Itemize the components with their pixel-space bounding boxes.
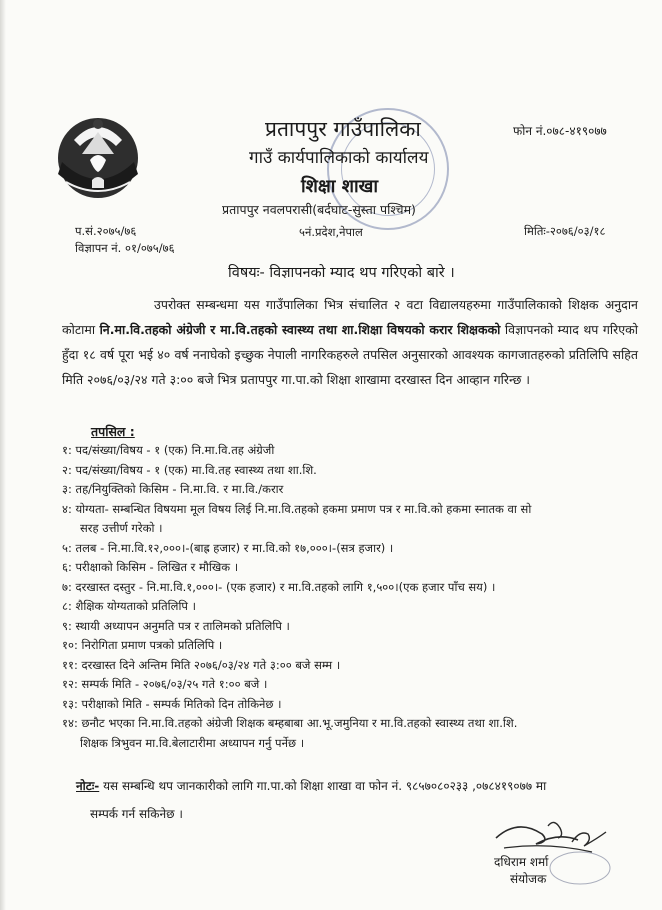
office-address: प्रतापपुर नवलपरासी(बर्दघाट-सुस्ता पश्चिम): [222, 202, 416, 217]
body-text-2: विज्ञापनको म्याद थप गरिएको हुँदा १८ वर्ष पूरा भई ४० वर्ष ननाघेको इच्छुक नेपाली नागरिकहरुले तपसिल अनुसारको आवश्यक कागजातहरुको प्रतिलिपि सहित मिति २०७६/०३/२४ गते ३:०० बजे भित्र प्रतापपुर गा.पा.को शिक्षा शाखामा दरखास्त दिन आव्हान गरिन्छ ।: [62, 322, 638, 387]
notice-date: मितिः-२०७६/०३/१८: [524, 224, 606, 238]
signatory-title: संयोजक: [510, 872, 547, 886]
section-title: शिक्षा शाखा: [301, 176, 379, 197]
list-item: ९: स्थायी अध्यापन अनुमति पत्र र तालिमको प्रतिलिपि ।: [62, 618, 290, 633]
subject-line: विषयः- विज्ञापनको म्याद थप गरिएको बारे ।: [228, 265, 455, 281]
list-item: १२: सम्पर्क मिति - २०७६/०३/२५ गते १:०० बजे ।: [62, 677, 268, 691]
body-text-bold: नि.मा.वि.तहको अंग्रेजी र मा.वि.तहको स्वास्थ्य तथा शा.शिक्षा विषयको करार शिक्षकको: [99, 322, 501, 337]
body-paragraph: [62, 292, 638, 392]
body-text-1: उपरोक्त सम्बन्धमा यस गाउँपालिका भित्र संचालित २ वटा विद्यालयहरुमा गाउँपालिकाको शिक्षक अनुदान कोटामा: [62, 297, 638, 337]
list-item: १०: निरोगिता प्रमाण पत्रको प्रतिलिपि ।: [62, 638, 223, 652]
tapsil-heading: तपसिल :: [91, 424, 135, 439]
list-item: ७: दरखास्त दस्तुर - नि.मा.वि.१,०००।- (एक हजार) र मा.वि.तहको लागि १,५००।(एक हजार पाँच सय) ।: [62, 579, 496, 594]
list-item: ११: दरखास्त दिने अन्तिम मिति २०७६/०३/२४ गते ३:०० बजे सम्म ।: [62, 657, 341, 672]
province-text: ५नं.प्रदेश,नेपाल: [299, 225, 363, 239]
executive-office-title: गाउँ कार्यपालिकाको कार्यालय: [249, 148, 429, 168]
list-item: ४: योग्यता- सम्बन्धित विषयमा मूल विषय लिई नि.मा.वि.तहको हकमा प्रमाण पत्र र मा.वि.को हकमा स्नातक वा सो सरह उत्तीर्ण गरेको ।: [62, 501, 532, 535]
reference-number: प.सं.२०७५/७६: [75, 224, 137, 238]
list-item: ८: शैक्षिक योग्यताको प्रतिलिपि ।: [62, 599, 196, 613]
note-text-cont: सम्पर्क गर्न सकिनेछ ।: [90, 807, 183, 821]
signatory-name: दधिराम शर्मा: [494, 855, 549, 869]
list-item: १३: परीक्षाको मिति - सम्पर्क मितिको दिन तोकिनेछ ।: [62, 696, 282, 711]
nepal-emblem-icon: [52, 110, 144, 202]
list-item: ५: तलब - नि.मा.वि.१२,०००।-(बाह्र हजार) र मा.वि.को १७,०००।-(सत्र हजार) ।: [62, 540, 394, 555]
list-item: ६: परीक्षाको किसिम - लिखित र मौखिक ।: [62, 560, 239, 574]
note-label: नोटः-: [76, 779, 100, 793]
list-item: १: पद/संख्या/विषय - १ (एक) नि.मा.वि.तह अंग्रेजी: [62, 443, 275, 457]
requirements-list: [62, 441, 642, 753]
list-item: २: पद/संख्या/विषय - १ (एक) मा.वि.तह स्वास्थ्य तथा शा.शि.: [62, 462, 317, 477]
advertisement-number: विज्ञापन नं. ०१/०७५/७६: [75, 241, 175, 255]
office-name: प्रतापपुर गाउँपालिका: [265, 117, 421, 141]
list-item: १४: छनौट भएका नि.मा.वि.तहको अंग्रेजी शिक्षक बम्हबाबा आ.भू.जमुनिया र मा.वि.तहको स्वास्थ्य तथा शा.शि. शिक्षक त्रिभुवन मा.वि.बेलाटारीमा अध्यापन गर्नु पर्नेछ ।: [62, 716, 518, 750]
list-item: ३: तह/नियुक्तिको किसिम - नि.मा.वि. र मा.वि./करार: [62, 482, 284, 496]
phone-number: फोन नं.०७८-४१९०७७: [513, 124, 607, 138]
note-text: यस सम्बन्धि थप जानकारीको लागि गा.पा.को शिक्षा शाखा वा फोन नं. ९८५७०८०२३३ ,०७८४१९०७७ मा: [103, 779, 547, 793]
